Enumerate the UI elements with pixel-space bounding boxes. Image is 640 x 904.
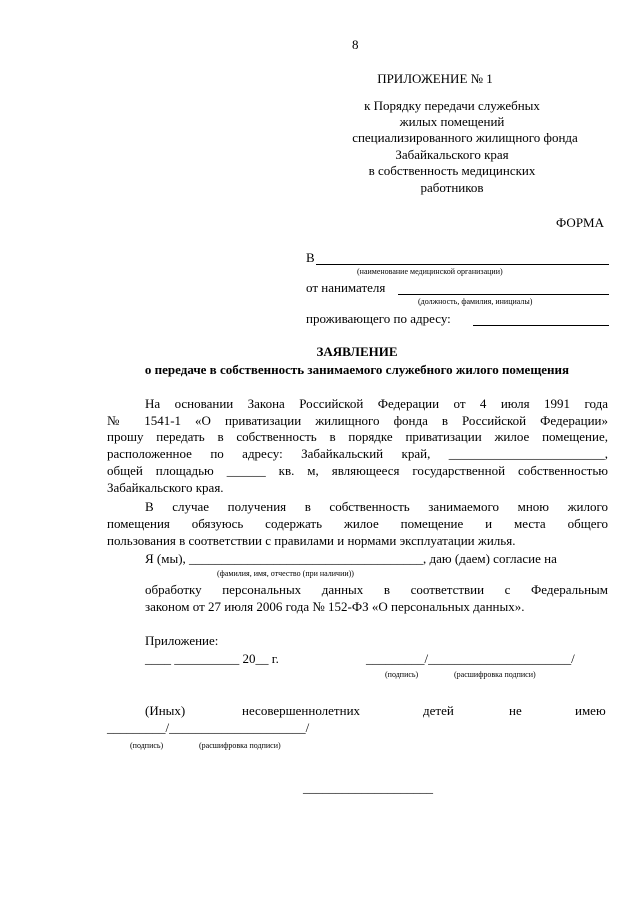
no-minors-word-1: (Иных) [145,703,186,718]
no-minors-word-2: несовершеннолетних [242,703,361,718]
consent-caption: (фамилия, имя, отчество (при наличии)) [217,569,354,578]
signature2-line[interactable]: _________/_____________________/ [107,720,310,735]
addressee-from-caption: (должность, фамилия, инициалы) [418,297,533,306]
paragraph1-line-5: общей площадью ______ кв. м, являющееся государственной собственностью [107,463,608,478]
signature1-decode-caption: (расшифровка подписи) [454,670,536,679]
addressee-to-caption: (наименование медицинской организации) [357,267,503,276]
paragraph2-line-2: помещения обязуюсь содержать жилое помещение и места общего [107,516,608,531]
date-line[interactable]: ____ __________ 20__ г. [145,651,279,666]
paragraph1-line-4: расположенное по адресу: Забайкальский край, ________________________, [107,446,608,461]
paragraph1-line-2: № 1541-1 «О приватизации жилищного фонда в Российской Федерации» [107,413,608,428]
addressee-from-line[interactable] [398,294,609,295]
consent-line: Я (мы), ____________________________________, даю (даем) согласие на [145,551,557,566]
appendix-ref-line-5: в собственность медицинских [368,163,536,178]
appendix-ref-line-4: Забайкальского края [395,147,509,162]
signature2-decode-caption: (расшифровка подписи) [199,741,281,750]
no-minors-word-3: детей [423,703,454,718]
appendix-ref-line-3: специализированного жилищного фонда [352,130,578,145]
addressee-to-line[interactable] [316,264,609,265]
paragraph2-line-3: пользования в соответствии с правилами и нормами эксплуатации жилья. [107,533,516,548]
appendix-ref-line-1: к Порядку передачи служебных [364,98,540,113]
signature2-sign-caption: (подпись) [130,741,164,750]
appendix-ref-line-6: работников [420,180,484,195]
consent-continuation-1: обработку персональных данных в соответствии с Федеральным [145,582,608,597]
paragraph1-line-1: На основании Закона Российской Федерации от 4 июля 1991 года [145,396,608,411]
appendix-title: ПРИЛОЖЕНИЕ № 1 [377,71,493,86]
paragraph1-line-3: прошу передать в собственность в порядке приватизации жилое помещение, [107,429,608,444]
addressee-address-line[interactable] [473,325,609,326]
addressee-address-prefix: проживающего по адресу: [306,311,451,326]
paragraph2-line-1: В случае получения в собственность занимаемого мною жилого [145,499,608,514]
no-minors-word-5: имею [575,703,606,718]
paragraph1-line-6: Забайкальского края. [107,480,224,495]
page-number: 8 [352,37,359,52]
bottom-line[interactable]: ____________________ [303,780,433,795]
document-subtitle: о передаче в собственность занимаемого служебного жилого помещения [144,362,570,377]
no-minors-word-4: не [509,703,522,718]
consent-continuation-2: законом от 27 июля 2006 года № 152-ФЗ «О персональных данных». [145,599,525,614]
addressee-to-prefix: В [306,250,315,265]
attachment-label: Приложение: [145,633,219,648]
document-title: ЗАЯВЛЕНИЕ [316,344,398,359]
signature1-sign-caption: (подпись) [385,670,419,679]
form-label: ФОРМА [556,215,604,230]
signature1-line[interactable]: _________/______________________/ [366,651,575,666]
appendix-ref-line-2: жилых помещений [399,114,505,129]
addressee-from-prefix: от нанимателя [306,280,386,295]
